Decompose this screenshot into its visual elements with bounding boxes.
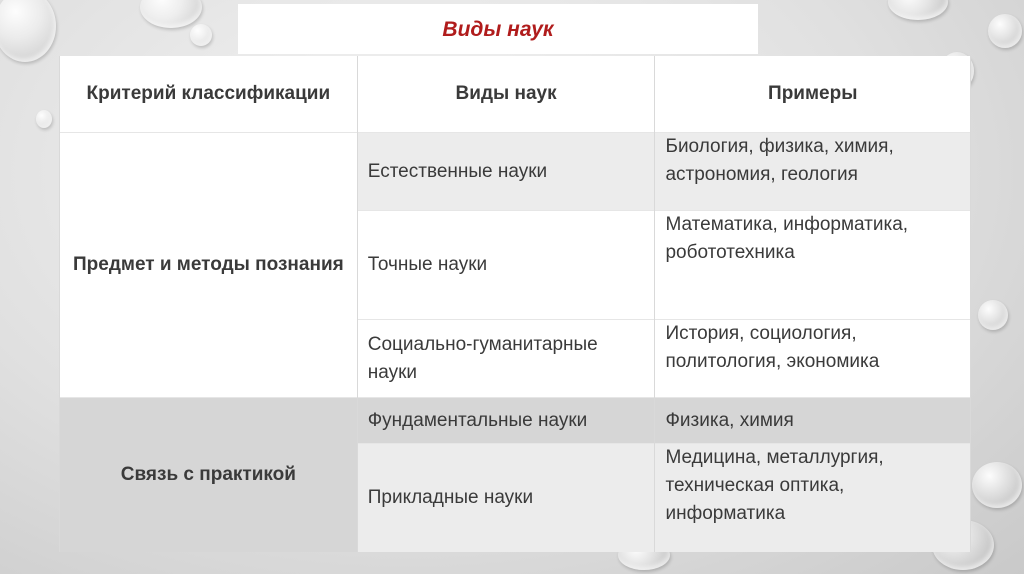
examples-cell: Математика, информатика, робототехника bbox=[655, 211, 971, 320]
water-drop bbox=[972, 462, 1022, 508]
table-row bbox=[60, 398, 971, 444]
kind-cell: Точные науки bbox=[357, 211, 655, 320]
water-drop bbox=[190, 24, 212, 46]
water-drop bbox=[888, 0, 948, 20]
table-row bbox=[60, 133, 971, 211]
criterion-cell: Предмет и методы познания bbox=[60, 133, 358, 398]
examples-cell: Биология, физика, химия, астрономия, геология bbox=[655, 133, 971, 211]
header-criterion: Критерий классификации bbox=[60, 56, 358, 133]
slide-title: Виды наук bbox=[442, 18, 554, 41]
kind-cell: Естественные науки bbox=[357, 133, 655, 211]
kind-cell: Прикладные науки bbox=[357, 444, 655, 553]
water-drop bbox=[140, 0, 202, 28]
criterion-cell: Связь с практикой bbox=[60, 398, 358, 553]
water-drop bbox=[988, 14, 1022, 48]
header-examples: Примеры bbox=[655, 56, 971, 133]
water-drop bbox=[978, 300, 1008, 330]
header-row bbox=[60, 56, 971, 133]
header-kinds: Виды наук bbox=[357, 56, 655, 133]
kind-cell: Фундаментальные науки bbox=[357, 398, 655, 444]
examples-cell: Физика, химия bbox=[655, 398, 971, 444]
examples-cell: История, социология, политология, экономика bbox=[655, 320, 971, 398]
science-types-table bbox=[59, 56, 971, 552]
water-drop bbox=[0, 0, 56, 62]
water-drop bbox=[36, 110, 52, 128]
examples-cell: Медицина, металлургия, техническая оптика, информатика bbox=[655, 444, 971, 553]
kind-cell: Социально-гуманитарные науки bbox=[357, 320, 655, 398]
